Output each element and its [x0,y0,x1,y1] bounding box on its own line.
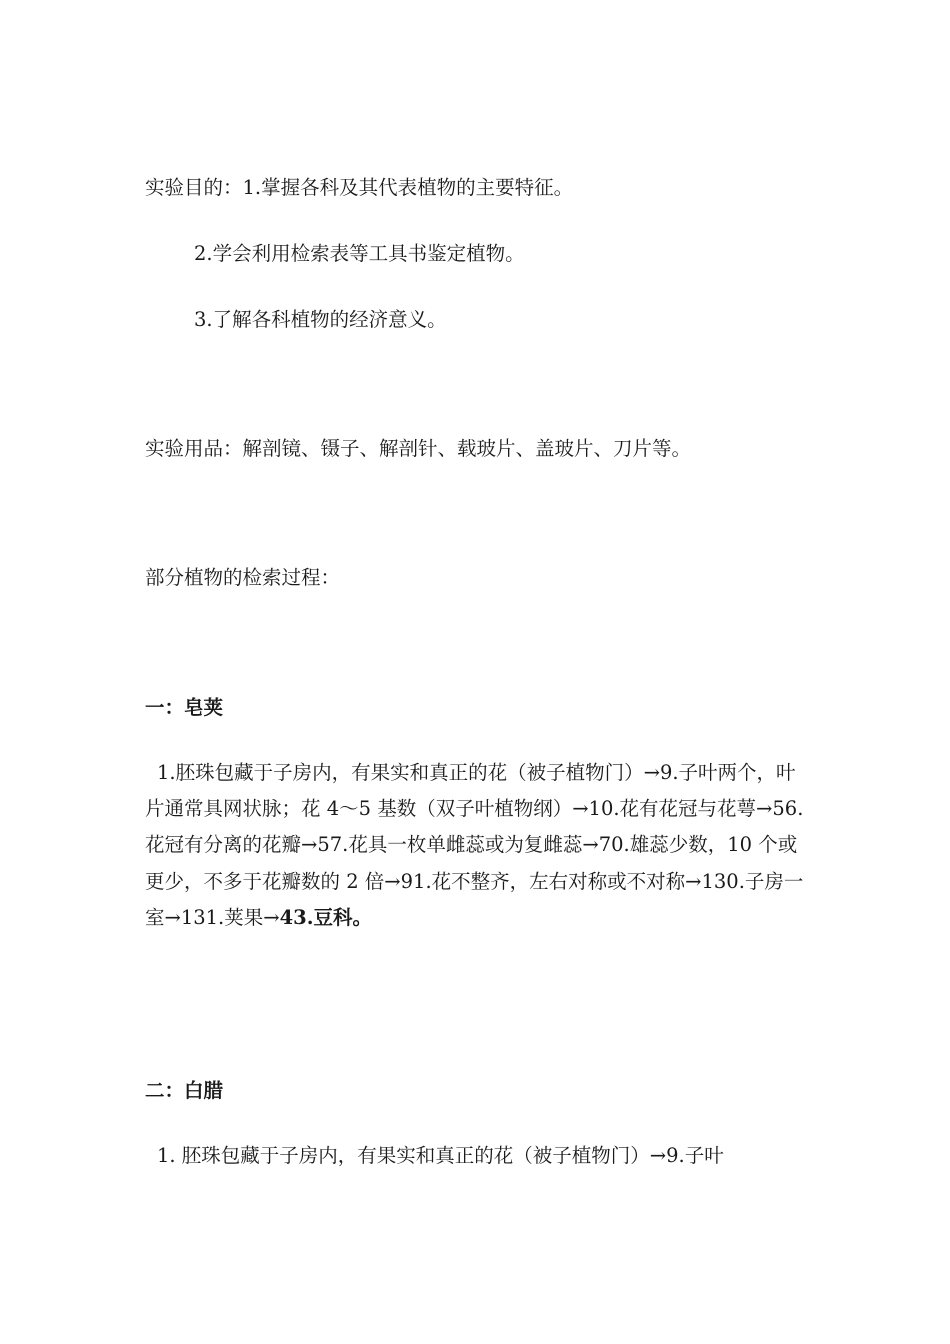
section-body-1 [145,755,815,936]
purpose-item-2: 2.学会利用检索表等工具书鉴定植物。 [194,242,525,265]
purpose-label: 实验目的： [145,176,243,199]
section-heading-1: 一：皂荚 [145,696,224,719]
purpose-item-1: 1.掌握各科及其代表植物的主要特征。 [242,176,574,199]
section-text-1: 1.胚珠包藏于子房内，有果实和真正的花（被子植物门）→9.子叶两个，叶片通常具网状脉；花 4～5 基数（双子叶植物纲）→10.花有花冠与花萼→56.花冠有分离的花瓣→57.花具一枚单雌蕊或为复雌蕊→70.雄蕊少数，10 个或更少，不多于花瓣数的 2 倍→91.花不整齐，左右对称或不对称→130.子房一室→131.荚果→ [145,761,804,929]
purpose-line-1 [145,176,573,200]
process-title: 部分植物的检索过程： [145,566,341,589]
section-text-2: 1. 胚珠包藏于子房内，有果实和真正的花（被子植物门）→9.子叶 [157,1144,724,1167]
section-body-2 [145,1138,815,1174]
section-result-1: 43.豆科。 [279,905,373,929]
materials-line: 实验用品：解剖镜、镊子、解剖针、载玻片、盖玻片、刀片等。 [145,437,692,460]
section-heading-2: 二：白腊 [145,1079,224,1102]
purpose-item-3: 3.了解各科植物的经济意义。 [194,308,447,331]
